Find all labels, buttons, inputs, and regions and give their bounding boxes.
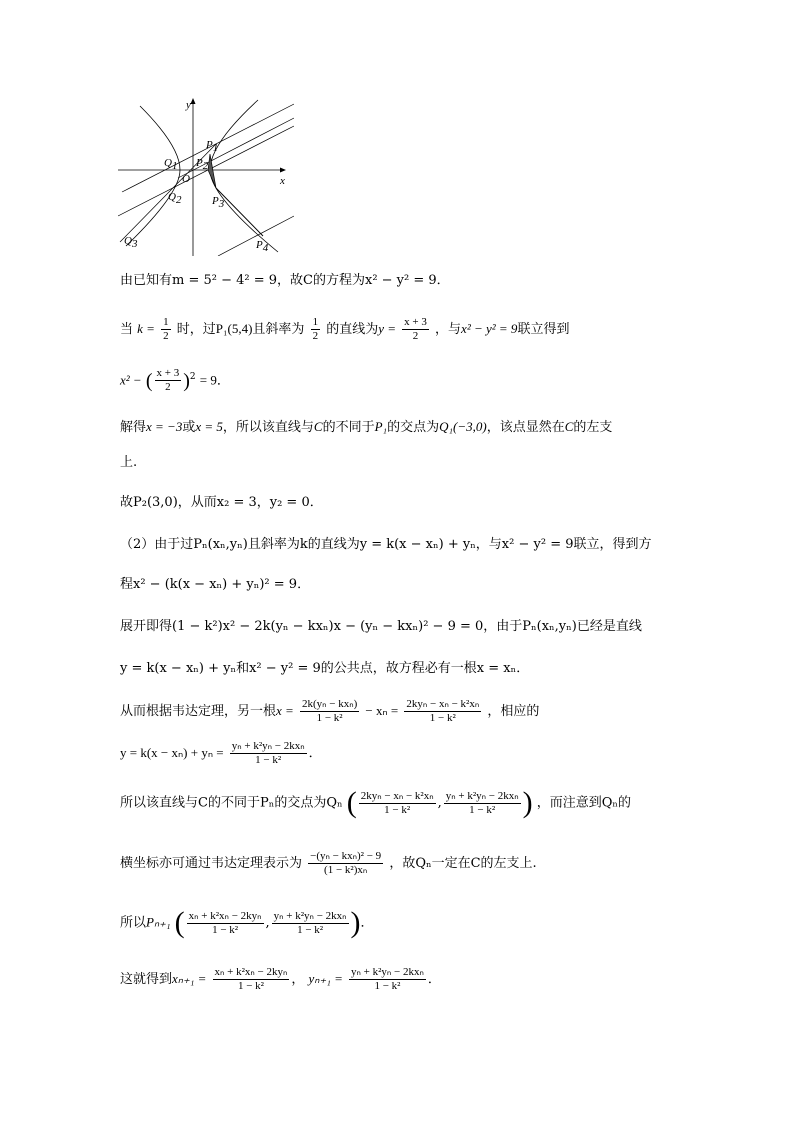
qn-comma: , bbox=[437, 795, 442, 811]
line-2-a: 当 bbox=[120, 322, 134, 337]
x-axis-arrow bbox=[280, 168, 286, 173]
line-8: 程x² − (k(x − xₙ) + yₙ)² = 9． bbox=[120, 577, 311, 592]
open-paren: ( bbox=[145, 369, 153, 392]
period-2: ． bbox=[360, 915, 374, 931]
line-4-e: 的交点为 bbox=[387, 420, 440, 435]
xn1-den: 1 − k² bbox=[237, 980, 264, 992]
hyperbola-eq: x² − y² = 9 bbox=[461, 321, 518, 336]
pn1-comma: , bbox=[265, 915, 270, 931]
line-14-a: 横坐标亦可通过韦达定理表示为 bbox=[120, 856, 303, 871]
line-1: 由已知有m = 5² − 4² = 9，故C的方程为x² − y² = 9． bbox=[120, 273, 450, 288]
line-14 bbox=[120, 850, 537, 877]
half-den: 2 bbox=[163, 330, 169, 342]
period-3: ． bbox=[427, 972, 441, 987]
line-2 bbox=[120, 316, 569, 343]
line-6: 故P₂(3,0)，从而x₂ = 3，y₂ = 0． bbox=[120, 495, 323, 510]
line-13-a: 所以该直线与C的不同于Pₙ的交点为Qₙ bbox=[120, 795, 343, 811]
curve-c: C bbox=[313, 419, 323, 434]
x2-minus: x² − bbox=[120, 372, 142, 388]
period-1: ． bbox=[308, 746, 322, 761]
slope-fraction bbox=[311, 316, 321, 343]
f1-den: 1 − k² bbox=[316, 712, 343, 724]
k-eq: k = bbox=[137, 321, 155, 336]
root-5: x = 5 bbox=[195, 419, 223, 434]
xn1-fraction bbox=[213, 966, 290, 993]
f3-num: yₙ + k²yₙ − 2kxₙ bbox=[231, 740, 305, 752]
slope-num: 1 bbox=[312, 316, 319, 328]
parallel-line-1 bbox=[178, 118, 294, 178]
x-eq: x = bbox=[276, 703, 294, 718]
yn1-den: 1 − k² bbox=[374, 980, 401, 992]
label-q1: Q1 bbox=[164, 157, 178, 172]
f2-den: 1 − k² bbox=[429, 712, 456, 724]
vieta-fraction bbox=[308, 850, 383, 877]
y-eq: y = bbox=[378, 321, 397, 336]
right-branch bbox=[210, 100, 278, 252]
f2-num: 2kyₙ − xₙ − k²xₙ bbox=[406, 698, 480, 710]
line-13-b: ，而注意到Qₙ的 bbox=[536, 795, 632, 811]
line-fraction bbox=[402, 316, 429, 343]
qn-y-fraction bbox=[444, 790, 521, 817]
pn1: Pₙ₊₁ bbox=[146, 914, 171, 930]
f4-num: 2kyₙ − xₙ − k²xₙ bbox=[360, 789, 434, 802]
pn1-x-fraction bbox=[187, 910, 264, 937]
f5-num: yₙ + k²yₙ − 2kxₙ bbox=[445, 789, 519, 802]
sub-num: x + 3 bbox=[156, 367, 180, 380]
yn1-fraction bbox=[349, 966, 426, 993]
axis-y-label: y bbox=[186, 99, 191, 111]
yn1-num: yₙ + k²yₙ − 2kxₙ bbox=[351, 966, 424, 978]
xn1-eq: xₙ₊₁ = bbox=[172, 971, 207, 986]
line-5: 上. bbox=[120, 455, 138, 470]
origin-label: O bbox=[182, 173, 190, 185]
qn-close-paren: ) bbox=[522, 786, 533, 819]
axis-x-label: x bbox=[280, 175, 285, 187]
label-p1: P1 bbox=[206, 139, 219, 154]
line-14-b: ，故Qₙ一定在C的左支上. bbox=[389, 856, 537, 871]
hyperbola-figure bbox=[118, 96, 294, 256]
xn1-num: xₙ + k²xₙ − 2kyₙ bbox=[214, 966, 288, 978]
label-q3: Q3 bbox=[124, 235, 138, 250]
label-p2: P2 bbox=[196, 157, 209, 172]
line-15 bbox=[120, 908, 374, 938]
minus-xn: − xₙ = bbox=[365, 703, 399, 718]
line-16 bbox=[120, 966, 441, 993]
square-exp: 2 bbox=[189, 372, 196, 382]
qn-x-fraction bbox=[359, 790, 436, 817]
pn1-open-paren: ( bbox=[174, 906, 185, 939]
root-fraction-1 bbox=[300, 698, 359, 725]
line-3-rhs: = 9． bbox=[199, 372, 230, 388]
half-fraction bbox=[161, 316, 171, 343]
qn-open-paren: ( bbox=[346, 786, 357, 819]
line-11-b: ，相应的 bbox=[487, 704, 540, 719]
f7-num: xₙ + k²xₙ − 2kyₙ bbox=[188, 909, 262, 922]
line-10: y = k(x − xₙ) + yₙ和x² − y² = 9的公共点，故方程必有一根x = xₙ． bbox=[120, 661, 530, 676]
curve-c-2: C bbox=[564, 419, 574, 434]
root-fraction-2 bbox=[404, 698, 481, 725]
line-13 bbox=[120, 788, 631, 818]
y-axis-arrow bbox=[191, 98, 196, 104]
point-q1: Q₁(−3,0) bbox=[439, 419, 487, 434]
line-12 bbox=[120, 740, 322, 767]
line-11-a: 从而根据韦达定理，另一根 bbox=[120, 704, 277, 719]
line-2-d: 的直线为 bbox=[326, 322, 379, 337]
line-3 bbox=[120, 366, 230, 394]
label-q2: Q2 bbox=[168, 191, 182, 206]
line-2-f: 联立得到 bbox=[517, 322, 570, 337]
sub-fraction bbox=[155, 367, 182, 394]
line-9: 展开即得(1 − k²)x² − 2k(yₙ − kxₙ)x − (yₙ − kxₙ)² − 9 = 0，由于Pₙ(xₙ,yₙ)已经是直线 bbox=[120, 619, 642, 634]
line-den: 2 bbox=[412, 330, 419, 342]
line-4-d: 的不同于 bbox=[322, 420, 375, 435]
half-num: 1 bbox=[163, 316, 169, 328]
line-2-e: ，与 bbox=[435, 322, 462, 337]
pn1-close-paren: ) bbox=[350, 906, 361, 939]
point-p1-ref: P₁ bbox=[374, 419, 388, 434]
f3-den: 1 − k² bbox=[255, 754, 282, 766]
yn1-eq: yₙ₊₁ = bbox=[308, 971, 343, 986]
line-4-g: 的左支 bbox=[573, 420, 613, 435]
f6-num: −(yₙ − kxₙ)² − 9 bbox=[310, 850, 382, 862]
sub-den: 2 bbox=[165, 381, 171, 394]
line-11 bbox=[120, 698, 539, 725]
root-neg3: x = −3 bbox=[146, 419, 183, 434]
line-4 bbox=[120, 418, 612, 437]
line-15-a: 所以 bbox=[120, 915, 147, 931]
line-4-a: 解得 bbox=[120, 420, 147, 435]
f4-den: 1 − k² bbox=[384, 803, 411, 816]
label-p3: P3 bbox=[212, 195, 225, 210]
line-16-b: ， bbox=[291, 972, 305, 987]
f7-den: 1 − k² bbox=[212, 923, 239, 936]
line-2-c: 且斜率为 bbox=[252, 322, 305, 337]
f6-den: (1 − k²)xₙ bbox=[324, 864, 368, 876]
label-p4: P4 bbox=[256, 239, 269, 254]
y-fraction bbox=[230, 740, 307, 767]
line-16-a: 这就得到 bbox=[120, 972, 173, 987]
line-7: （2）由于过Pₙ(xₙ,yₙ)且斜率为k的直线为y = k(x − xₙ) + yₙ，与x² − y² = 9联立，得到方 bbox=[120, 537, 652, 552]
line-4-b: 或 bbox=[182, 420, 196, 435]
segment-p3p4 bbox=[216, 188, 263, 236]
f5-den: 1 − k² bbox=[469, 803, 496, 816]
f8-den: 1 − k² bbox=[297, 923, 324, 936]
line-2-b: 时，过 bbox=[176, 322, 216, 337]
line-12-a: y = k(x − xₙ) + yₙ = bbox=[120, 745, 224, 760]
f8-num: yₙ + k²yₙ − 2kxₙ bbox=[273, 909, 347, 922]
point-p1: P₁(5,4) bbox=[215, 321, 253, 336]
line-4-c: ，所以该直线与 bbox=[222, 420, 314, 435]
slope-den: 2 bbox=[312, 330, 319, 342]
f1-num: 2k(yₙ − kxₙ) bbox=[301, 698, 358, 710]
pn1-y-fraction bbox=[272, 910, 349, 937]
line-4-f: ，该点显然在 bbox=[486, 420, 565, 435]
line-num: x + 3 bbox=[404, 316, 427, 328]
close-paren: ) bbox=[183, 369, 190, 392]
